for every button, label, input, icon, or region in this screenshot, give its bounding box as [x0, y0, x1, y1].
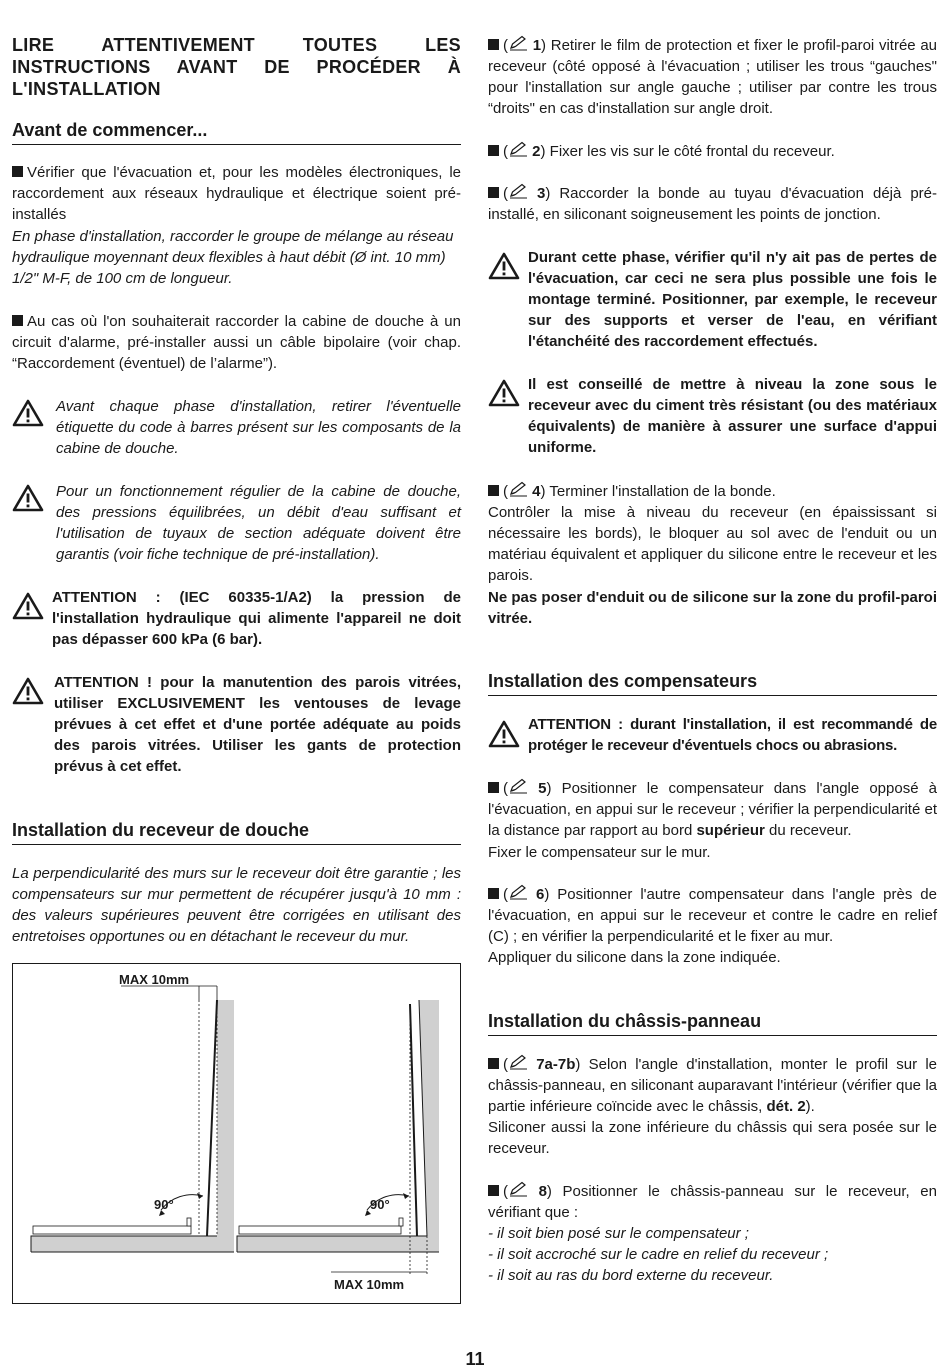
pencil-icon: [508, 183, 528, 199]
bullet-square-icon: [488, 1058, 499, 1069]
pencil-icon: [508, 35, 528, 51]
max-label-top: MAX 10mm: [119, 972, 190, 987]
glass-panel: [410, 1004, 417, 1236]
warning-icon: [488, 252, 520, 280]
step-6-silicone: Appliquer du silicone dans la zone indiquée.: [488, 949, 781, 966]
warning-glass-handling: [12, 672, 461, 777]
pencil-icon: [508, 481, 528, 497]
pencil-icon: [508, 141, 528, 157]
step-8-item: - il soit bien posé sur le compensateur ;: [488, 1225, 749, 1242]
bullet-square-icon: [488, 888, 499, 899]
warning-icon: [488, 379, 520, 407]
step-4: ( 4) Terminer l'installation de la bonde.: [488, 481, 937, 502]
step-6: ( 6) Positionner l'autre compensateur dans l'angle près de l'évacuation, en appui sur le receveur et contre le cadre en relief (C) ; en vérifier la perpendicularité et le fixer au mur.: [488, 886, 937, 945]
shower-tray: [239, 1226, 401, 1234]
warning-text: Pour un fonctionnement régulier de la cabine de douche, des pressions équilibrées, un débit d'eau suffisant et l'utilisation de tuyaux de section adéquate doivent être garantis (voir fiche technique de pré-installation).: [56, 483, 461, 563]
angle-label-right: 90°: [370, 1197, 390, 1212]
pencil-icon: [508, 1181, 528, 1197]
bullet-square-icon: [488, 187, 499, 198]
paragraph-evacuation: Vérifier que l'évacuation et, pour les modèles électroniques, le raccordement aux réseaux hydraulique et électrique soient pré-installés: [12, 164, 461, 223]
angle-label-left: 90°: [154, 1197, 174, 1212]
diagram-right: [237, 1000, 439, 1292]
section-title-frame: Installation du châssis-panneau: [488, 1010, 937, 1036]
bullet-square-icon: [12, 315, 23, 326]
installation-figure: [12, 963, 461, 1304]
bullet-square-icon: [488, 782, 499, 793]
warning-leaks: [488, 247, 937, 352]
step-4-warning: Ne pas poser d'enduit ou de silicone sur la zone du profil-paroi vitrée.: [488, 589, 937, 627]
warning-text: Durant cette phase, vérifier qu'il n'y ait pas de pertes de l'évacuation, car ceci ne sera plus possible une fois le montage terminé. Positionner, par exemple, le receveur sur des supports et verser de l'eau, en vérifiant l'étanchéité des raccordement effectués.: [528, 249, 937, 350]
warning-text: ATTENTION : (IEC 60335-1/A2) la pression de l'installation hydraulique qui alimente l'appareil ne doit pas dépasser 600 kPa (6 bar).: [52, 589, 461, 648]
warning-icon: [12, 399, 44, 427]
warning-text: ATTENTION : durant l'installation, il est recommandé de protéger le receveur d'éventuels chocs ou abrasions.: [528, 716, 937, 754]
section-title-before: Avant de commencer...: [12, 119, 461, 145]
warning-pressure: [12, 481, 461, 565]
section-title-tray: Installation du receveur de douche: [12, 819, 461, 845]
wall-shading: [31, 1000, 234, 1252]
step-8-item: - il soit accroché sur le cadre en relief du receveur ;: [488, 1246, 829, 1263]
perpendicularity-diagram: [13, 964, 460, 1303]
page-number: 11: [465, 1349, 485, 1369]
glass-panel: [207, 1000, 217, 1236]
main-title: LIRE ATTENTIVEMENT TOUTES LES INSTRUCTIONS AVANT DE PROCÉDER À L'INSTALLATION: [12, 35, 461, 99]
step-4-details: Contrôler la mise à niveau du receveur (en épaississant si nécessaire les bords), le bloquer au sol avec de l'enduit ou un matériau équivalent et appliquer du silicone entre le receveur et les parois.: [488, 504, 937, 584]
bullet-square-icon: [12, 166, 23, 177]
step-3: ( 3) Raccorder la bonde au tuyau d'évacuation déjà pré-installé, en siliconant soigneusement les points de jonction.: [488, 185, 937, 223]
step-8-item: - il soit au ras du bord externe du receveur.: [488, 1267, 774, 1284]
max-label-bottom: MAX 10mm: [334, 1277, 405, 1292]
diagram-left: [31, 972, 234, 1252]
warning-text: ATTENTION ! pour la manutention des parois vitrées, utiliser EXCLUSIVEMENT les ventouses de levage prévues à cet effet et d'une portée adéquate au poids des parois vitrées. Utiliser les gants de protection prévus à cet effet.: [54, 674, 461, 775]
bullet-square-icon: [488, 485, 499, 496]
warning-leveling: [488, 374, 937, 458]
wall-shading: [237, 1000, 439, 1252]
warning-barcode: [12, 396, 461, 459]
step-7: ( 7a-7b) Selon l'angle d'installation, monter le profil sur le châssis-panneau, en siliconant auparavant l'intérieur (vérifier que la partie inférieure coïncide avec le châssis, dét. 2).: [488, 1056, 937, 1115]
step-1: ( 1) Retirer le film de protection et fixer le profil-paroi vitrée au receveur (côté opposé à l'évacuation ; utiliser les trous “gauches" pour l'installation sur angle gauche ; utiliser par contre les trous “droits" en cas d'installation sur angle droit.: [488, 37, 938, 117]
pencil-icon: [508, 884, 528, 900]
section-title-compensators: Installation des compensateurs: [488, 670, 937, 696]
step-5-fix: Fixer le compensateur sur le mur.: [488, 844, 711, 861]
bullet-square-icon: [488, 39, 499, 50]
paragraph-mixer-connection: En phase d'installation, raccorder le groupe de mélange au réseau hydraulique moyennant deux flexibles à haut débit (Ø int. 10 mm) 1/2" M-F, de 100 cm de longueur.: [12, 228, 454, 287]
step-8: ( 8) Positionner le châssis-panneau sur le receveur, en vérifiant que :: [488, 1183, 937, 1221]
warning-iec: [12, 587, 461, 650]
warning-text: Avant chaque phase d'installation, retirer l'éventuelle étiquette du code à barres présent sur les composants de la cabine de douche.: [56, 398, 461, 457]
step-7-silicone: Siliconer aussi la zone inférieure du châssis qui sera posée sur le receveur.: [488, 1119, 937, 1157]
warning-icon: [12, 484, 44, 512]
warning-icon: [12, 677, 44, 705]
paragraph-perpendicularity: La perpendicularité des murs sur le receveur doit être garantie ; les compensateurs sur mur permettent de récupérer jusqu'à 10 mm : des valeurs supérieures peuvent être corrigées en utilisant des entretoises opportunes ou en détachant le receveur du mur.: [12, 865, 461, 945]
step-5: ( 5) Positionner le compensateur dans l'angle opposé à l'évacuation, en appui sur le receveur ; vérifier la perpendicularité et la distance par rapport au bord supérieur du receveur.: [488, 780, 938, 839]
shower-tray: [33, 1226, 191, 1234]
warning-icon: [12, 592, 44, 620]
paragraph-alarm: Au cas où l'on souhaiterait raccorder la cabine de douche à un circuit d'alarme, pré-installer aussi un câble bipolaire (voir chap. “Raccordement (éventuel) de l’alarme”).: [12, 313, 461, 372]
bullet-square-icon: [488, 1185, 499, 1196]
pencil-icon: [508, 778, 528, 794]
warning-icon: [488, 720, 520, 748]
warning-protect-tray: [488, 714, 937, 756]
bullet-square-icon: [488, 145, 499, 156]
warning-text: Il est conseillé de mettre à niveau la zone sous le receveur avec du ciment très résistant (ou des matériaux équivalents) de manière à assurer une surface d'appui uniforme.: [528, 376, 937, 456]
pencil-icon: [508, 1054, 528, 1070]
step-2: ( 2) Fixer les vis sur le côté frontal du receveur.: [488, 141, 937, 162]
